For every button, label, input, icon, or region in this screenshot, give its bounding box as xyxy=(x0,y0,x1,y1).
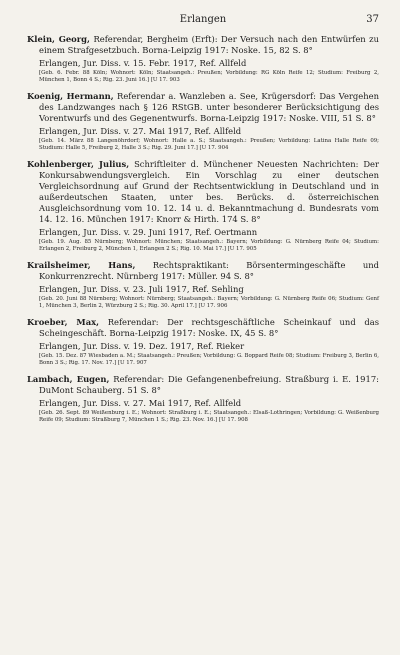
biographical-note: [Geb. 6. Febr. 88 Köln; Wohnort: Köln; Staatsangeh.: Preußen; Vorbildung: RG Köln Reife 12; Studium: Freiburg 2, München 1, Bonn 4 S.; Rig. 23. Juni 16.] [U 17. 903 xyxy=(39,70,379,83)
author-name: Krailsheimer, Hans, xyxy=(27,260,136,270)
author-name: Klein, Georg, xyxy=(27,34,90,44)
biographical-note: [Geb. 20. Juni 88 Nürnberg; Wohnort: Nürnberg; Staatsangeh.: Bayern; Vorbildung: G. Nürnberg Reife 06; Studium: Genf 1, München 3, Berlin 2, Würzburg 2 S.; Rig. 30. April 17.] [U 17. 906 xyxy=(39,296,379,309)
page-header xyxy=(27,14,379,34)
entry-citation xyxy=(27,374,379,396)
entry-title-text: Referendar: Der rechtsgeschäftliche Scheinkauf und das Scheingeschäft. Borna-Leipzig 1917: Noske. IX, 45 S. 8° xyxy=(39,317,379,338)
dissertation-entry xyxy=(27,260,379,310)
entry-title-text: Rechtspraktikant: Börsentermingeschäfte und Konkurrenzrecht. Nürnberg 1917: Müller. 94 S. 8° xyxy=(39,260,379,281)
entry-citation xyxy=(27,91,379,124)
biographical-note: [Geb. 15. Dez. 87 Wiesbaden a. M.; Staatsangeh.: Preußen; Vorbildung: G. Boppard Reife 08; Studium: Freiburg 3, Berlin 6, Bonn 3 S.; Rig. 17. Nov. 17.] [U 17. 907 xyxy=(39,353,379,366)
dissertation-note: Erlangen, Jur. Diss. v. 23. Juli 1917, Ref. Sehling xyxy=(39,284,244,294)
document-page xyxy=(27,14,379,431)
dissertation-note: Erlangen, Jur. Diss. v. 27. Mai 1917, Ref. Allfeld xyxy=(39,398,242,408)
dissertation-entry xyxy=(27,374,379,424)
dissertation-note: Erlangen, Jur. Diss. v. 29. Juni 1917, Ref. Oertmann xyxy=(39,227,258,237)
author-name: Koenig, Hermann, xyxy=(27,91,114,101)
running-title: Erlangen xyxy=(179,14,227,25)
entry-citation xyxy=(27,34,379,56)
entry-title-text: Referendar, Bergheim (Erft): Der Versuch nach den Entwürfen zu einem Strafgesetzbuch. Borna-Leipzig 1917: Noske. 15, 82 S. 8° xyxy=(39,34,379,55)
dissertation-entry xyxy=(27,317,379,367)
dissertation-note: Erlangen, Jur. Diss. v. 27. Mai 1917, Ref. Allfeld xyxy=(39,126,242,136)
dissertation-entry xyxy=(27,159,379,253)
dissertation-note: Erlangen, Jur. Diss. v. 15. Febr. 1917, Ref. Allfeld xyxy=(39,58,247,68)
entry-title-text: Referendar: Die Gefangenenbefreiung. Straßburg i. E. 1917: DuMont Schauberg. 51 S. 8° xyxy=(39,374,379,395)
page-number: 37 xyxy=(366,14,379,25)
author-name: Kroeber, Max, xyxy=(27,317,100,327)
entry-title-text: Schriftleiter d. Münchener Neuesten Nachrichten: Der Konkursabwendungsvergleich. Ein Vorschlag zu einer deutschen Vergleichsordnung auf Grund der Rechtsentwicklung in Deutschland und in außerdeutschen Staaten, unter bes. Berücks. d. österreichischen Ausgleichsordnung vom 10. 12. 14 u. d. Bekanntmachung d. Bundesrats vom 14. 12. 16. München 1917: Knorr & Hirth. 174 S. 8° xyxy=(39,159,379,224)
author-name: Kohlenberger, Julius, xyxy=(27,159,130,169)
entry-citation xyxy=(27,260,379,282)
dissertation-note: Erlangen, Jur. Diss. v. 19. Dez. 1917, Ref. Rieker xyxy=(39,341,245,351)
entry-title-text: Referendar a. Wanzleben a. See, Krügersdorf: Das Vergehen des Landzwanges nach § 126 RStGB. unter besonderer Berücksichtigung des Vorentwurfs und des Gegenentwurfs. Borna-Leipzig 1917: Noske. VIII, 51 S. 8° xyxy=(39,91,379,123)
biographical-note: [Geb. 14. März 88 Langenöhrdorf; Wohnort: Halle a. S.; Staatsangeh.: Preußen; Vorbildung: Latina Halle Reife 09; Studium: Halle 5, Freiburg 2, Halle 3 S.; Rig. 29. Juni 17.] [U 17. 904 xyxy=(39,138,379,151)
biographical-note: [Geb. 26. Sept. 89 Weißenburg i. E.; Wohnort: Straßburg i. E.; Staatsangeh.: Elsaß-Lothringen; Vorbildung: G. Weißenburg Reife 09; Studium: Straßburg 7, München 1 S.; Rig. 23. Nov. 16.] [U 17. 908 xyxy=(39,410,379,423)
entry-citation xyxy=(27,159,379,225)
dissertation-entry xyxy=(27,34,379,84)
author-name: Lambach, Eugen, xyxy=(27,374,110,384)
entry-citation xyxy=(27,317,379,339)
dissertation-entry xyxy=(27,91,379,152)
biographical-note: [Geb. 19. Aug. 85 Nürnberg; Wohnort: München; Staatsangeh.: Bayern; Vorbildung: G. Nürnberg Reife 04; Studium: Erlangen 2, Freiburg 2, München 1, Erlangen 2 S.; Rig. 10. Mai 17.] [U 17. 905 xyxy=(39,239,379,252)
